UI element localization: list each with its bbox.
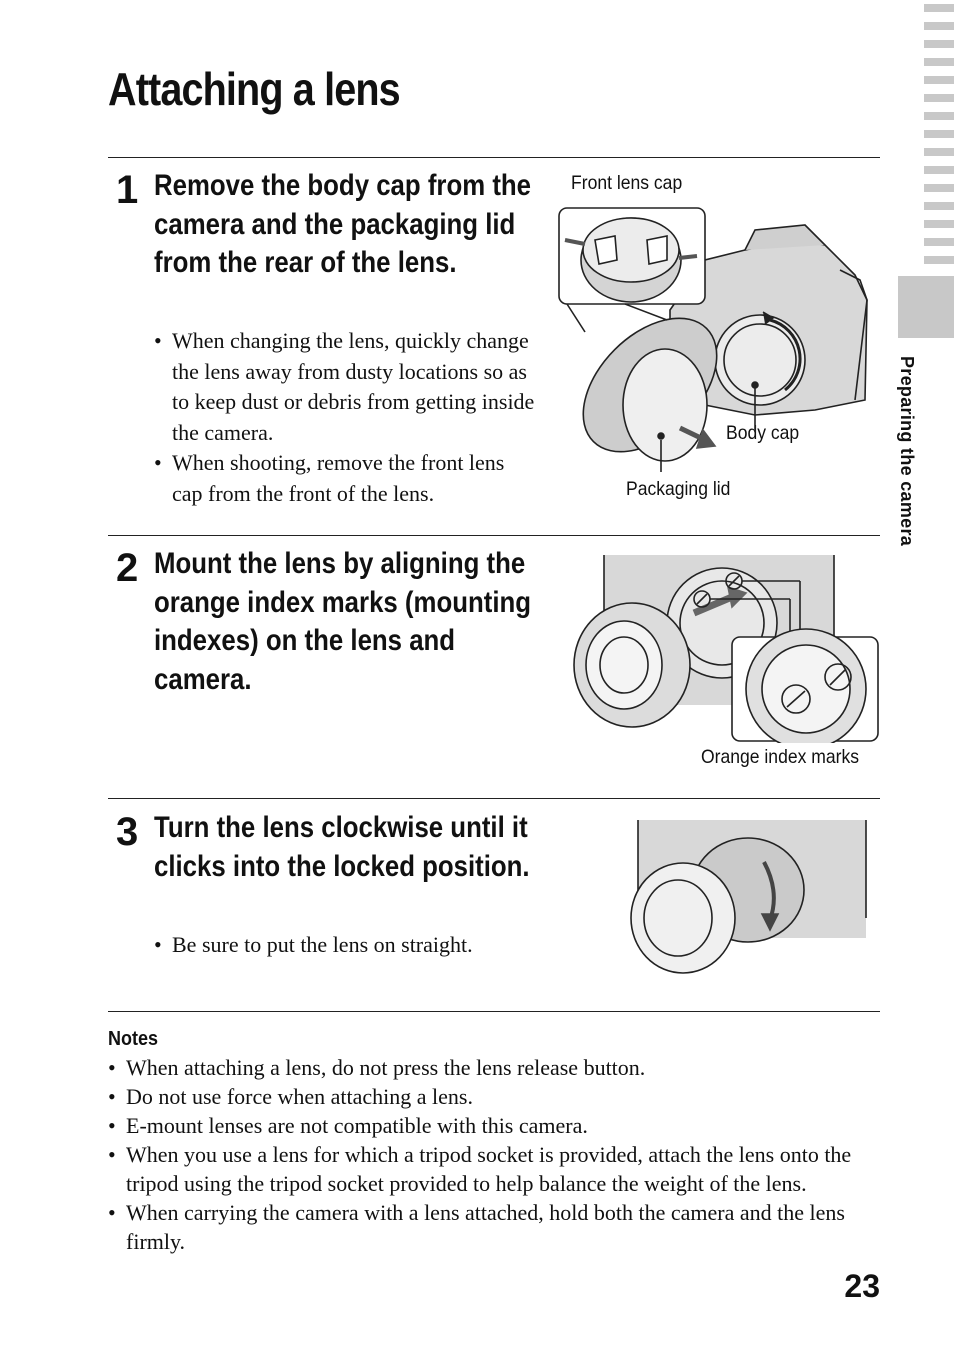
step-3-number: 3 xyxy=(116,810,139,854)
notes-heading: Notes xyxy=(108,1028,159,1050)
step-3-divider xyxy=(108,798,880,799)
step-1-number: 1 xyxy=(116,168,139,212)
list-item: • Do not use force when attaching a lens. xyxy=(108,1082,873,1111)
step-1-divider xyxy=(108,157,880,158)
step-3-bullets xyxy=(154,930,554,961)
packaging-lid-label: Packaging lid xyxy=(626,478,731,500)
page-number: 23 xyxy=(844,1268,880,1304)
step-1-heading: Remove the body cap from the camera and the packaging lid from the rear of the lens. xyxy=(154,169,532,279)
step-3-illustration xyxy=(628,818,870,978)
step-1-bullets xyxy=(154,326,539,509)
step-2-divider xyxy=(108,535,880,536)
step-2-illustration xyxy=(572,553,880,743)
list-item: • When changing the lens, quickly change the lens away from dusty locations so as to keep dust or debris from getting inside the camera. xyxy=(154,326,539,448)
list-item: • When attaching a lens, do not press the lens release button. xyxy=(108,1053,873,1082)
side-tab-label: Preparing the camera xyxy=(897,356,917,547)
list-item: • Be sure to put the lens on straight. xyxy=(154,930,554,961)
orange-index-marks-label: Orange index marks xyxy=(701,746,860,768)
notes-divider xyxy=(108,1011,880,1012)
list-item: • When shooting, remove the front lens cap from the front of the lens. xyxy=(154,448,539,509)
page-title: Attaching a lens xyxy=(108,63,400,115)
step-2-heading: Mount the lens by aligning the orange index marks (mounting indexes) on the lens and camera. xyxy=(154,547,532,696)
step-1-illustration xyxy=(555,200,875,480)
step-3-heading: Turn the lens clockwise until it clicks into the locked position. xyxy=(154,811,530,883)
step-2-number: 2 xyxy=(116,546,139,590)
list-item: • E-mount lenses are not compatible with this camera. xyxy=(108,1111,873,1140)
body-cap-label: Body cap xyxy=(726,422,800,444)
side-tab-marker xyxy=(898,276,954,338)
list-item: • When carrying the camera with a lens attached, hold both the camera and the lens firmly. xyxy=(108,1198,873,1256)
front-lens-cap-label: Front lens cap xyxy=(571,172,683,194)
list-item: • When you use a lens for which a tripod socket is provided, attach the lens onto the tripod using the tripod socket provided to help balance the weight of the lens. xyxy=(108,1140,873,1198)
notes-list xyxy=(108,1053,873,1256)
